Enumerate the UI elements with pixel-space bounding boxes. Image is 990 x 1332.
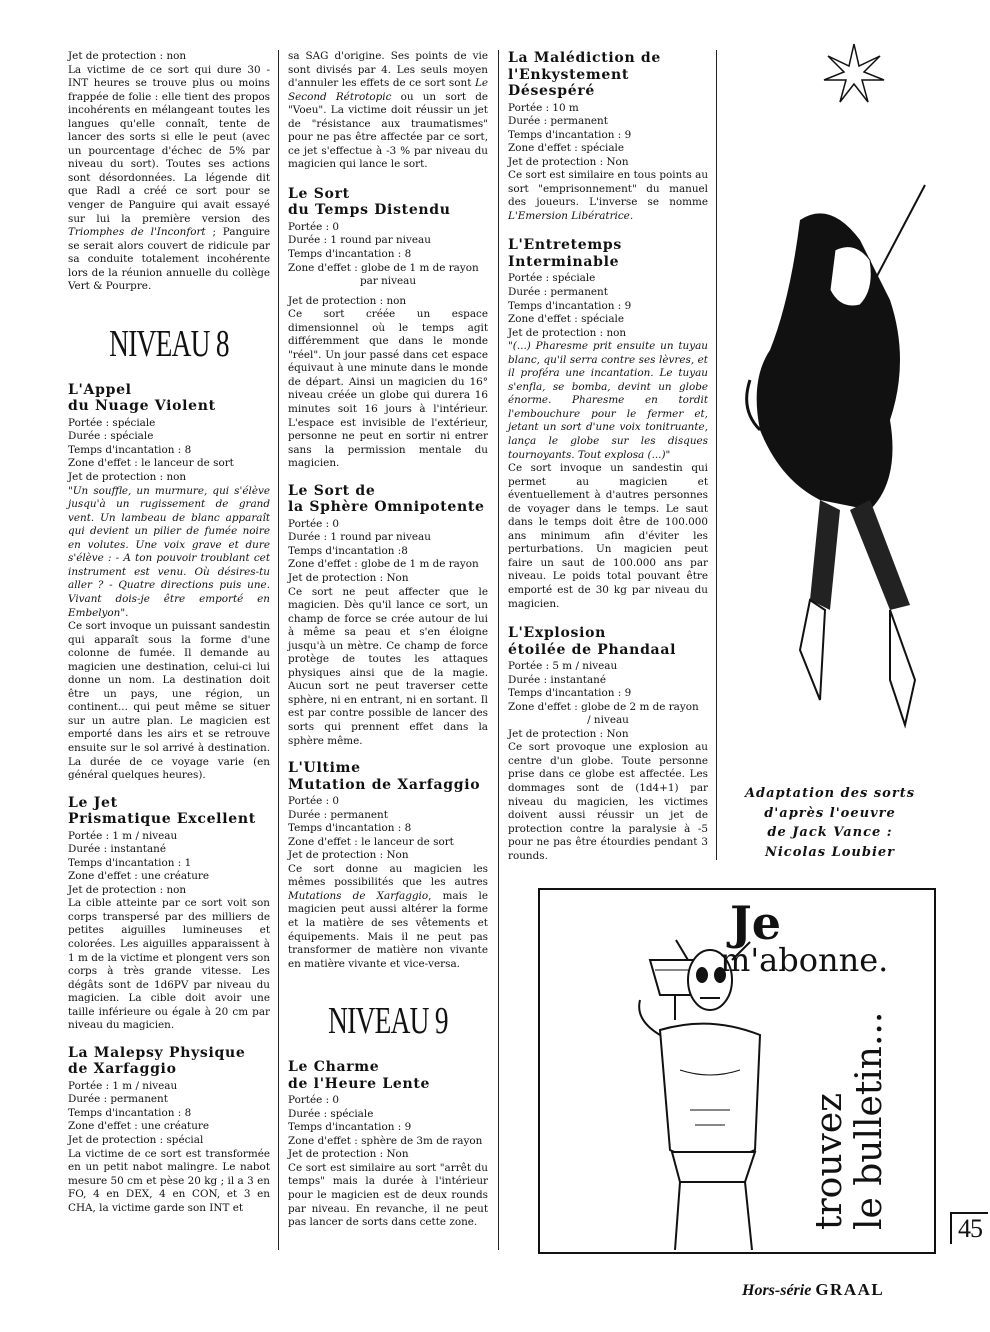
column-2: [288, 50, 488, 1230]
spell-malepsy: [68, 1045, 270, 1215]
spell-jet: [68, 795, 270, 1033]
credit-line: Adaptation des sorts: [744, 786, 916, 801]
stat-line: Portée : 0: [288, 1094, 339, 1107]
stat-line: Zone d'effet : globe de 2 m de rayon: [508, 700, 699, 713]
heading-niveau-8: NIVEAU 8: [109, 322, 229, 365]
stat-line: par niveau: [359, 275, 417, 288]
spell-body: Ce sort invoque un sandestin qui permet au magicien et éventuellement à d'autres personnes de voyager dans le temps. Le saut dans le temps doit être de 100.000 ans minimum afin d'éviter les perturbations. Un magicien peut faire un saut de 100.000 ans par niveau. Le poids total pouvant être emporté est de 30 kg par niveau du magicien.: [508, 462, 708, 610]
stat-line: Jet de protection : Non: [288, 849, 409, 862]
stat-line: Jet de protection : spécial: [68, 1134, 204, 1146]
stat-line: Jet de protection : Non: [508, 155, 629, 168]
spell-body: Ce sort est similaire au sort "arrêt du temps" mais la durée à l'intérieur pour le magicien est de deux rounds par niveau. En revanche, il ne peut pas lancer de sorts dans cette zone.: [288, 1161, 488, 1229]
stat-line: Portée : 1 m / niveau: [68, 829, 178, 842]
stat-line: Durée : instantané: [68, 843, 167, 856]
stat-line: Durée : permanent: [508, 115, 608, 128]
spell-title: L'Explosion étoilée de Phandaal: [508, 625, 677, 658]
spell-body: Ce sort donne au magicien les mêmes possibilités que les autres Mutations de Xarfaggio, mais le magicien peut aussi altérer la forme et la matière de ses vêtements et équipements. Mais il ne peut pas transformer de matière non vivante en matière vivante et vice-versa.: [288, 862, 488, 970]
wizard-illustration: [740, 180, 940, 740]
credit-line: de Jack Vance :: [767, 825, 893, 840]
spell-body: Ce sort provoque une explosion au centre d'un globe. Toute personne prise dans ce globe est affectée. Les dommages sont de (1d4+1) par niveau du magicien, les victimes doivent aussi réussir un jet de protection contre la paralysie à -5 pour ne pas être étourdies pendant 3 rounds.: [508, 741, 708, 862]
stat-line: Temps d'incantation : 8: [288, 248, 412, 261]
spell-title: Le Jet Prismatique Excellent: [68, 794, 256, 828]
ad-title-je: Je: [730, 896, 782, 950]
spell-charme: [288, 1059, 488, 1229]
ad-vertical-line: trouvez: [809, 1092, 850, 1230]
spell-body: Ce sort ne peut affecter que le magicien. Dès qu'il lance ce sort, un champ de force se crée autour de lui à même sa peau et s'en éloigne jusqu'à un mètre. Ce champ de force protège de toutes les attaques physiques ainsi que de la magie. Aucun sort ne peut traverser cette sphère, ni en entrant, ni en sortant. Il est par contre possible de lancer des sorts qui prennent effet dans la sphère même.: [288, 585, 488, 747]
spell-title: Le Sort de la Sphère Omnipotente: [288, 482, 485, 516]
stat-line: Durée : permanent: [508, 285, 608, 298]
stat-line: Portée : 10 m: [508, 101, 579, 114]
credit-caption: [730, 784, 930, 862]
stat-line: Durée : spéciale: [68, 430, 154, 443]
spell-appel: [68, 382, 270, 783]
stat-line: Temps d'incantation : 1: [68, 856, 192, 869]
stat-line: Zone d'effet : spéciale: [508, 142, 625, 155]
page-number: 45: [950, 1212, 988, 1244]
stat-line: Portée : spéciale: [508, 272, 596, 285]
stat-line: Jet de protection : Non: [508, 727, 629, 740]
stat-line: Temps d'incantation : 9: [508, 687, 632, 700]
stat-line: Portée : 0: [288, 795, 339, 808]
column-3: [508, 50, 708, 863]
stat-line: Zone d'effet : sphère de 3m de rayon: [288, 1134, 483, 1147]
stat-line: Portée : 0: [288, 220, 339, 233]
footer-prefix: Hors-série: [742, 1282, 812, 1299]
stat-line: Zone d'effet : le lanceur de sort: [68, 457, 234, 470]
stat-line: Portée : 0: [288, 517, 339, 530]
stat-line: Portée : 1 m / niveau: [68, 1079, 178, 1092]
column-1: [68, 50, 270, 1215]
spell-title: La Malédiction de l'Enkystement Désespéré: [508, 50, 661, 99]
column-rule-1: [278, 50, 279, 1250]
stat-line: Temps d'incantation : 9: [508, 299, 632, 312]
spell-title: Le Sort du Temps Distendu: [288, 185, 451, 219]
stat-line: Zone d'effet : spéciale: [508, 313, 625, 326]
stat-line: Jet de protection : non: [508, 326, 627, 339]
stat-line: Durée : spéciale: [288, 1107, 374, 1120]
stat-line: Zone d'effet : globe de 1 m de rayon: [288, 558, 479, 571]
spell-body: La cible atteinte par ce sort voit son corps transpersé par des milliers de petites aiguilles lumineuses et colorées. Les aiguilles apparaissent à 1 m de la victime et plongent vers son corps à très grande vitesse. Les dégâts sont de 1d6PV par niveau du magicien. La cible doit avoir une taille inférieure ou égale à 20 cm par niveau du magicien.: [68, 897, 270, 1032]
spell-body: La victime de ce sort est transformée en un petit nabot malingre. Le nabot mesure 50 cm et pèse 20 kg ; il a 3 en FO, 4 en DEX, 4 en CON, et 3 en CHA, la victime garde son INT et: [68, 1147, 270, 1214]
column-rule-2: [498, 50, 499, 1250]
ad-vertical-text: [810, 1012, 890, 1230]
spell-explosion: [508, 625, 708, 863]
credit-line: d'après l'oeuvre: [764, 805, 896, 821]
footer: [742, 1280, 884, 1300]
stat-line: / niveau: [587, 714, 629, 727]
star-icon: [822, 42, 886, 106]
stat-line: Durée : permanent: [68, 1093, 168, 1106]
spell-sphere: [288, 483, 488, 748]
stat-line: Portée : spéciale: [68, 416, 156, 429]
stat-line: Portée : 5 m / niveau: [508, 660, 618, 673]
spell-entretemps: [508, 237, 708, 611]
spell-title: La Malepsy Physique de Xarfaggio: [68, 1044, 246, 1078]
heading-niveau-9: NIVEAU 9: [328, 1000, 448, 1043]
stat-line: Temps d'incantation : 9: [288, 1121, 412, 1134]
stat-line: Durée : 1 round par niveau: [288, 234, 431, 247]
stat-line: Temps d'incantation : 8: [68, 443, 192, 456]
stat-line: Jet de protection : non: [68, 883, 187, 896]
spell-temps-distendu: [288, 186, 488, 471]
ad-title-abonne: m'abonne.: [720, 941, 889, 979]
stat-line: Temps d'incantation :8: [288, 544, 408, 557]
stat-line: Temps d'incantation : 8: [288, 822, 412, 835]
spell-title: L'Ultime Mutation de Xarfaggio: [288, 760, 481, 793]
spell-ultime: [288, 760, 488, 971]
stat-line: Jet de protection : Non: [288, 571, 409, 584]
stat-line: Jet de protection : non: [68, 471, 187, 484]
stat-line: Jet de protection : non: [288, 294, 407, 307]
spell-title: L'Appel du Nuage Violent: [68, 381, 216, 415]
stat-line: Durée : 1 round par niveau: [288, 531, 431, 544]
stat-line: Zone d'effet : globe de 1 m de rayon: [288, 261, 479, 274]
ad-vertical-line: le bulletin...: [849, 1011, 890, 1230]
footer-magazine-title: GRAAL: [815, 1280, 885, 1299]
credit-line: Nicolas Loubier: [764, 844, 896, 860]
spell-body: Ce sort est similaire en tous points au sort "emprisonnement" du manuel des joueurs. L'inverse se nomme L'Emersion Libératrice.: [508, 169, 709, 222]
spell-title: Le Charme de l'Heure Lente: [288, 1059, 431, 1092]
stat-line: Temps d'incantation : 9: [508, 128, 632, 141]
spell-malediction: [508, 50, 708, 223]
stat-line: Temps d'incantation : 8: [68, 1106, 192, 1119]
spell-body: Ce sort créée un espace dimensionnel où le temps agit différemment que dans le monde "réel". Un jour passé dans cet espace équivaut à une minute dans le monde de départ. Ainsi un magicien du 16° niveau créée un globe qui durera 16 minutes soit 16 jours à l'intérieur. L'espace est invisible de l'extérieur, personne ne peut en sortir ni entrer sans la permission mentale du magicien.: [288, 308, 488, 470]
intro-stat: Jet de protection : non: [68, 50, 187, 62]
subscription-ad[interactable]: [538, 888, 936, 1254]
spell-quote: "Un souffle, un murmure, qui s'élève jusqu'à un rugissement de grand vent. Un lambeau de blanc apparaît qui devient un pilier de fumée noire en volutes. Une voix grave et dure s'élève : - A ton pouvoir troublant cet instrument est venu. Où désires-tu aller ? - Quatre directions puis une. Vivant dois-je être emporté en Embelyon".: [68, 484, 270, 619]
stat-line: Jet de protection : Non: [288, 1148, 409, 1161]
stat-line: Zone d'effet : une créature: [68, 1120, 210, 1133]
spell-quote: "(...) Pharesme prit ensuite un tuyau blanc, qu'il serra contre ses lèvres, et il proféra une incantation. Le tuyau s'enfla, se bomba, devint un globe énorme. Pharesme en tordit l'embouchure pour le fermer et, jetant un sort d'une voix tonitruante, lança le globe sur les disques tournoyants. Tout explosa (...)": [508, 340, 708, 461]
stat-line: Durée : instantané: [508, 673, 607, 686]
stat-line: Zone d'effet : le lanceur de sort: [288, 835, 454, 848]
stat-line: Zone d'effet : une créature: [68, 870, 210, 883]
spell-body: Ce sort invoque un puissant sandestin qui apparaît sous la forme d'une colonne de fumée. Il demande au magicien une destination, celui-ci lui donne un nom. La destination doit être un pays, une région, un continent... qui peut même se situer sur un autre plan. Le magicien est emporté dans les airs et se retrouve ensuite sur le sol arrivé à destination. La durée de ce voyage varie (en général quelques heures).: [68, 620, 270, 782]
stat-line: Durée : permanent: [288, 808, 388, 821]
column-rule-3: [716, 50, 717, 860]
continued-body: sa SAG d'origine. Ses points de vie sont divisés par 4. Les seuls moyen d'annuler les effets de ce sort sont Le Second Rétrotopic ou un sort de "Voeu". La victime doit réussir un jet de "résistance aux traumatismes" pour ne pas être affectée par ce sort, ce jet s'effectue à -3 % par niveau du magicien qui lance le sort.: [288, 50, 488, 171]
intro-body: La victime de ce sort qui dure 30 - INT heures se trouve plus ou moins frappée de folie : elle tient des propos incohérents en mélangeant toutes les langues qu'elle connaît, tente de lancer des sorts si elle le peut (avec un pourcentage d'échec de 5% par niveau du sort). Toutes ses actions sont désordonnées. La légende dit que Radl a créé ce sort pour se venger de Panguire qui avait essayé sur lui la première version des Triomphes de l'Inconfort ; Panguire se serait alors couvert de ridicule par sa conduite totalement incohérente lors de la réunion annuelle du collège Vert & Pourpre.: [68, 63, 270, 293]
spell-title: L'Entretemps Interminable: [508, 237, 622, 270]
